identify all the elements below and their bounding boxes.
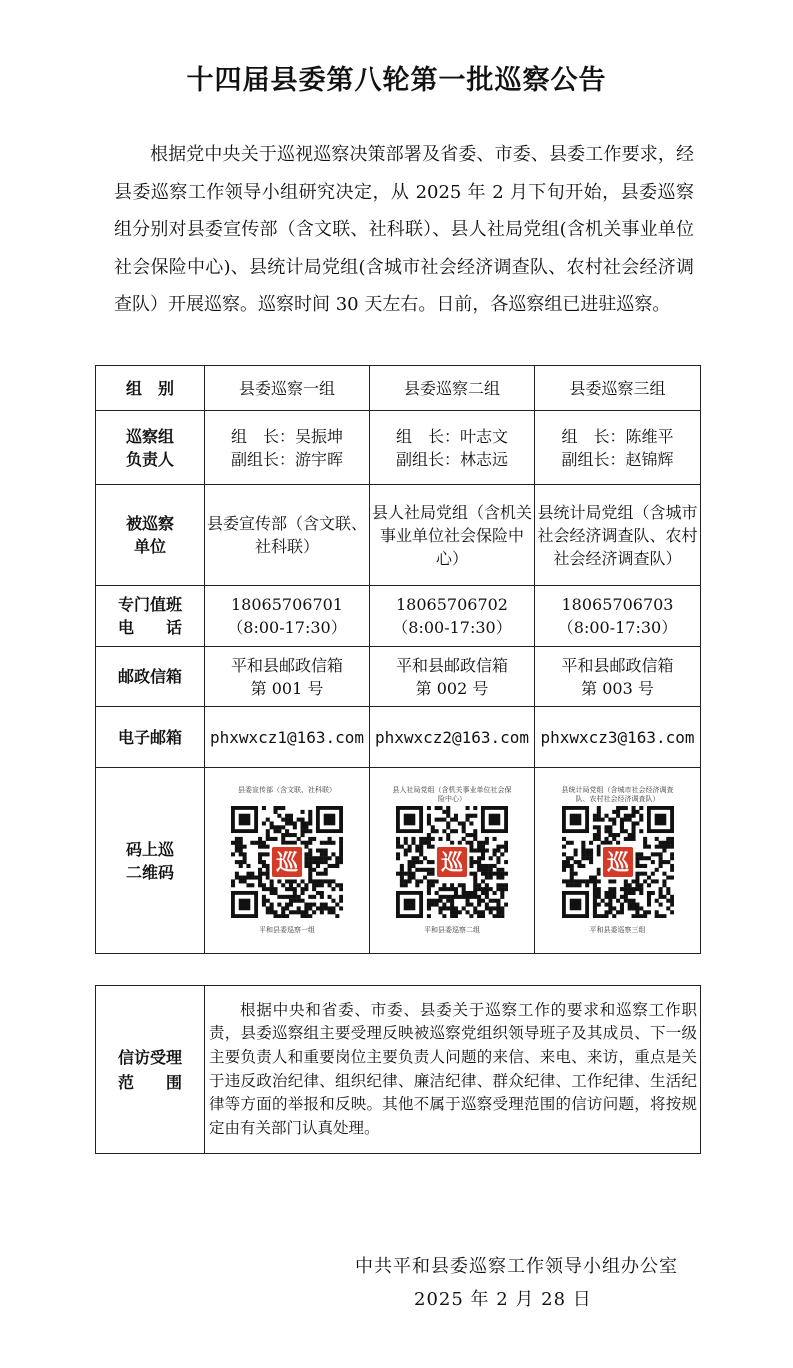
mailbox-3: 平和县邮政信箱 第 003 号 [535, 647, 701, 707]
table-row-phone [96, 586, 701, 647]
leaders-1: 组 长：吴振坤 副组长：游宇晖 [205, 411, 370, 485]
signature-org: 中共平和县委巡察工作领导小组办公室 [355, 1256, 678, 1277]
petition-scope-table [95, 985, 701, 1154]
svg-text:巡: 巡 [606, 851, 629, 876]
unit-1: 县委宣传部（含文联、社科联） [205, 485, 370, 586]
qr-caption-top-3: 县统计局党组（含城市社会经济调查队、农村社会经济调查队） [561, 786, 674, 803]
header-qr: 码上巡 二维码 [96, 768, 205, 954]
table-row-mailbox [96, 647, 701, 707]
petition-text: 根据中央和省委、市委、县委关于巡察工作的要求和巡察工作职责，县委巡察组主要受理反映被巡察党组织领导班子及其成员、下一级主要负责人和重要岗位主要负责人问题的来信、来电、来访，重点是关于违反政治纪律、组织纪律、廉洁纪律、群众纪律、工作纪律、生活纪律等方面的举报和反映。其他不属于巡察受理范围的信访问题，将按规定由有关部门认真处理。 [209, 1000, 697, 1137]
group-name-3: 县委巡察三组 [535, 366, 701, 411]
notice-title: 十四届县委第八轮第一批巡察公告 [186, 65, 607, 96]
svg-text:巡: 巡 [275, 851, 299, 876]
table-row-email [96, 707, 701, 768]
qr-caption-bottom-3: 平和县委巡察三组 [589, 926, 646, 934]
header-leaders: 巡察组 负责人 [96, 411, 205, 485]
mailbox-1: 平和县邮政信箱 第 001 号 [205, 647, 370, 707]
phone-3: 18065706703 （8:00-17:30） [535, 586, 701, 647]
unit-2: 县人社局党组（含机关事业单位社会保险中心） [370, 485, 535, 586]
phone-2: 18065706702 （8:00-17:30） [370, 586, 535, 647]
petition-header: 信访受理 范 围 [96, 986, 205, 1154]
qr-code-3[interactable] [562, 806, 674, 918]
qr-caption-bottom-1: 平和县委巡察一组 [259, 926, 315, 934]
qr-cell-3 [535, 768, 701, 954]
header-phone: 专门值班 电 话 [96, 586, 205, 647]
table-row-qr [96, 768, 701, 954]
mailbox-2: 平和县邮政信箱 第 002 号 [370, 647, 535, 707]
petition-row [96, 986, 701, 1154]
table-row-leaders [96, 411, 701, 485]
group-name-1: 县委巡察一组 [205, 366, 370, 411]
qr-caption-bottom-2: 平和县委巡察二组 [424, 926, 480, 934]
leaders-3: 组 长：陈维平 副组长：赵锦辉 [535, 411, 701, 485]
qr-caption-top-2: 县人社局党组（含机关事业单位社会保险中心） [392, 786, 512, 803]
table-row-group [96, 366, 701, 411]
leaders-2: 组 长：叶志文 副组长：林志远 [370, 411, 535, 485]
svg-text:巡: 巡 [440, 851, 464, 876]
header-group: 组 别 [96, 366, 205, 411]
phone-1: 18065706701 （8:00-17:30） [205, 586, 370, 647]
header-email: 电子邮箱 [96, 707, 205, 768]
inspection-table [95, 365, 701, 954]
unit-3: 县统计局党组（含城市社会经济调查队、农村社会经济调查队） [535, 485, 701, 586]
group-name-2: 县委巡察二组 [370, 366, 535, 411]
qr-caption-top-1: 县委宣传部（含文联、社科联） [238, 786, 336, 794]
email-1[interactable]: phxwxcz1@163.com [205, 707, 370, 768]
qr-code-2[interactable] [396, 806, 508, 918]
intro-paragraph: 根据党中央关于巡视巡察决策部署及省委、市委、县委工作要求，经县委巡察工作领导小组研究决定，从 2025 年 2 月下旬开始，县委巡察组分别对县委宣传部（含文联、社科联）、县人社局党组(含机关事业单位社会保险中心)、县统计局党组(含城市社会经济调查队、农村社会经济调查队）开展巡察。巡察时间 30 天左右。日前，各巡察组已进驻巡察。 [114, 144, 694, 315]
header-units: 被巡察 单位 [96, 485, 205, 586]
qr-cell-2 [370, 768, 535, 954]
qr-cell-1 [205, 768, 370, 954]
qr-pattern-icon [231, 806, 343, 918]
qr-pattern-icon [396, 806, 508, 918]
petition-cell [205, 986, 701, 1154]
qr-pattern-icon [562, 806, 674, 918]
qr-code-1[interactable] [231, 806, 343, 918]
table-row-units [96, 485, 701, 586]
signature-date: 2025 年 2 月 28 日 [414, 1289, 592, 1310]
email-2[interactable]: phxwxcz2@163.com [370, 707, 535, 768]
email-3[interactable]: phxwxcz3@163.com [535, 707, 701, 768]
header-mailbox: 邮政信箱 [96, 647, 205, 707]
